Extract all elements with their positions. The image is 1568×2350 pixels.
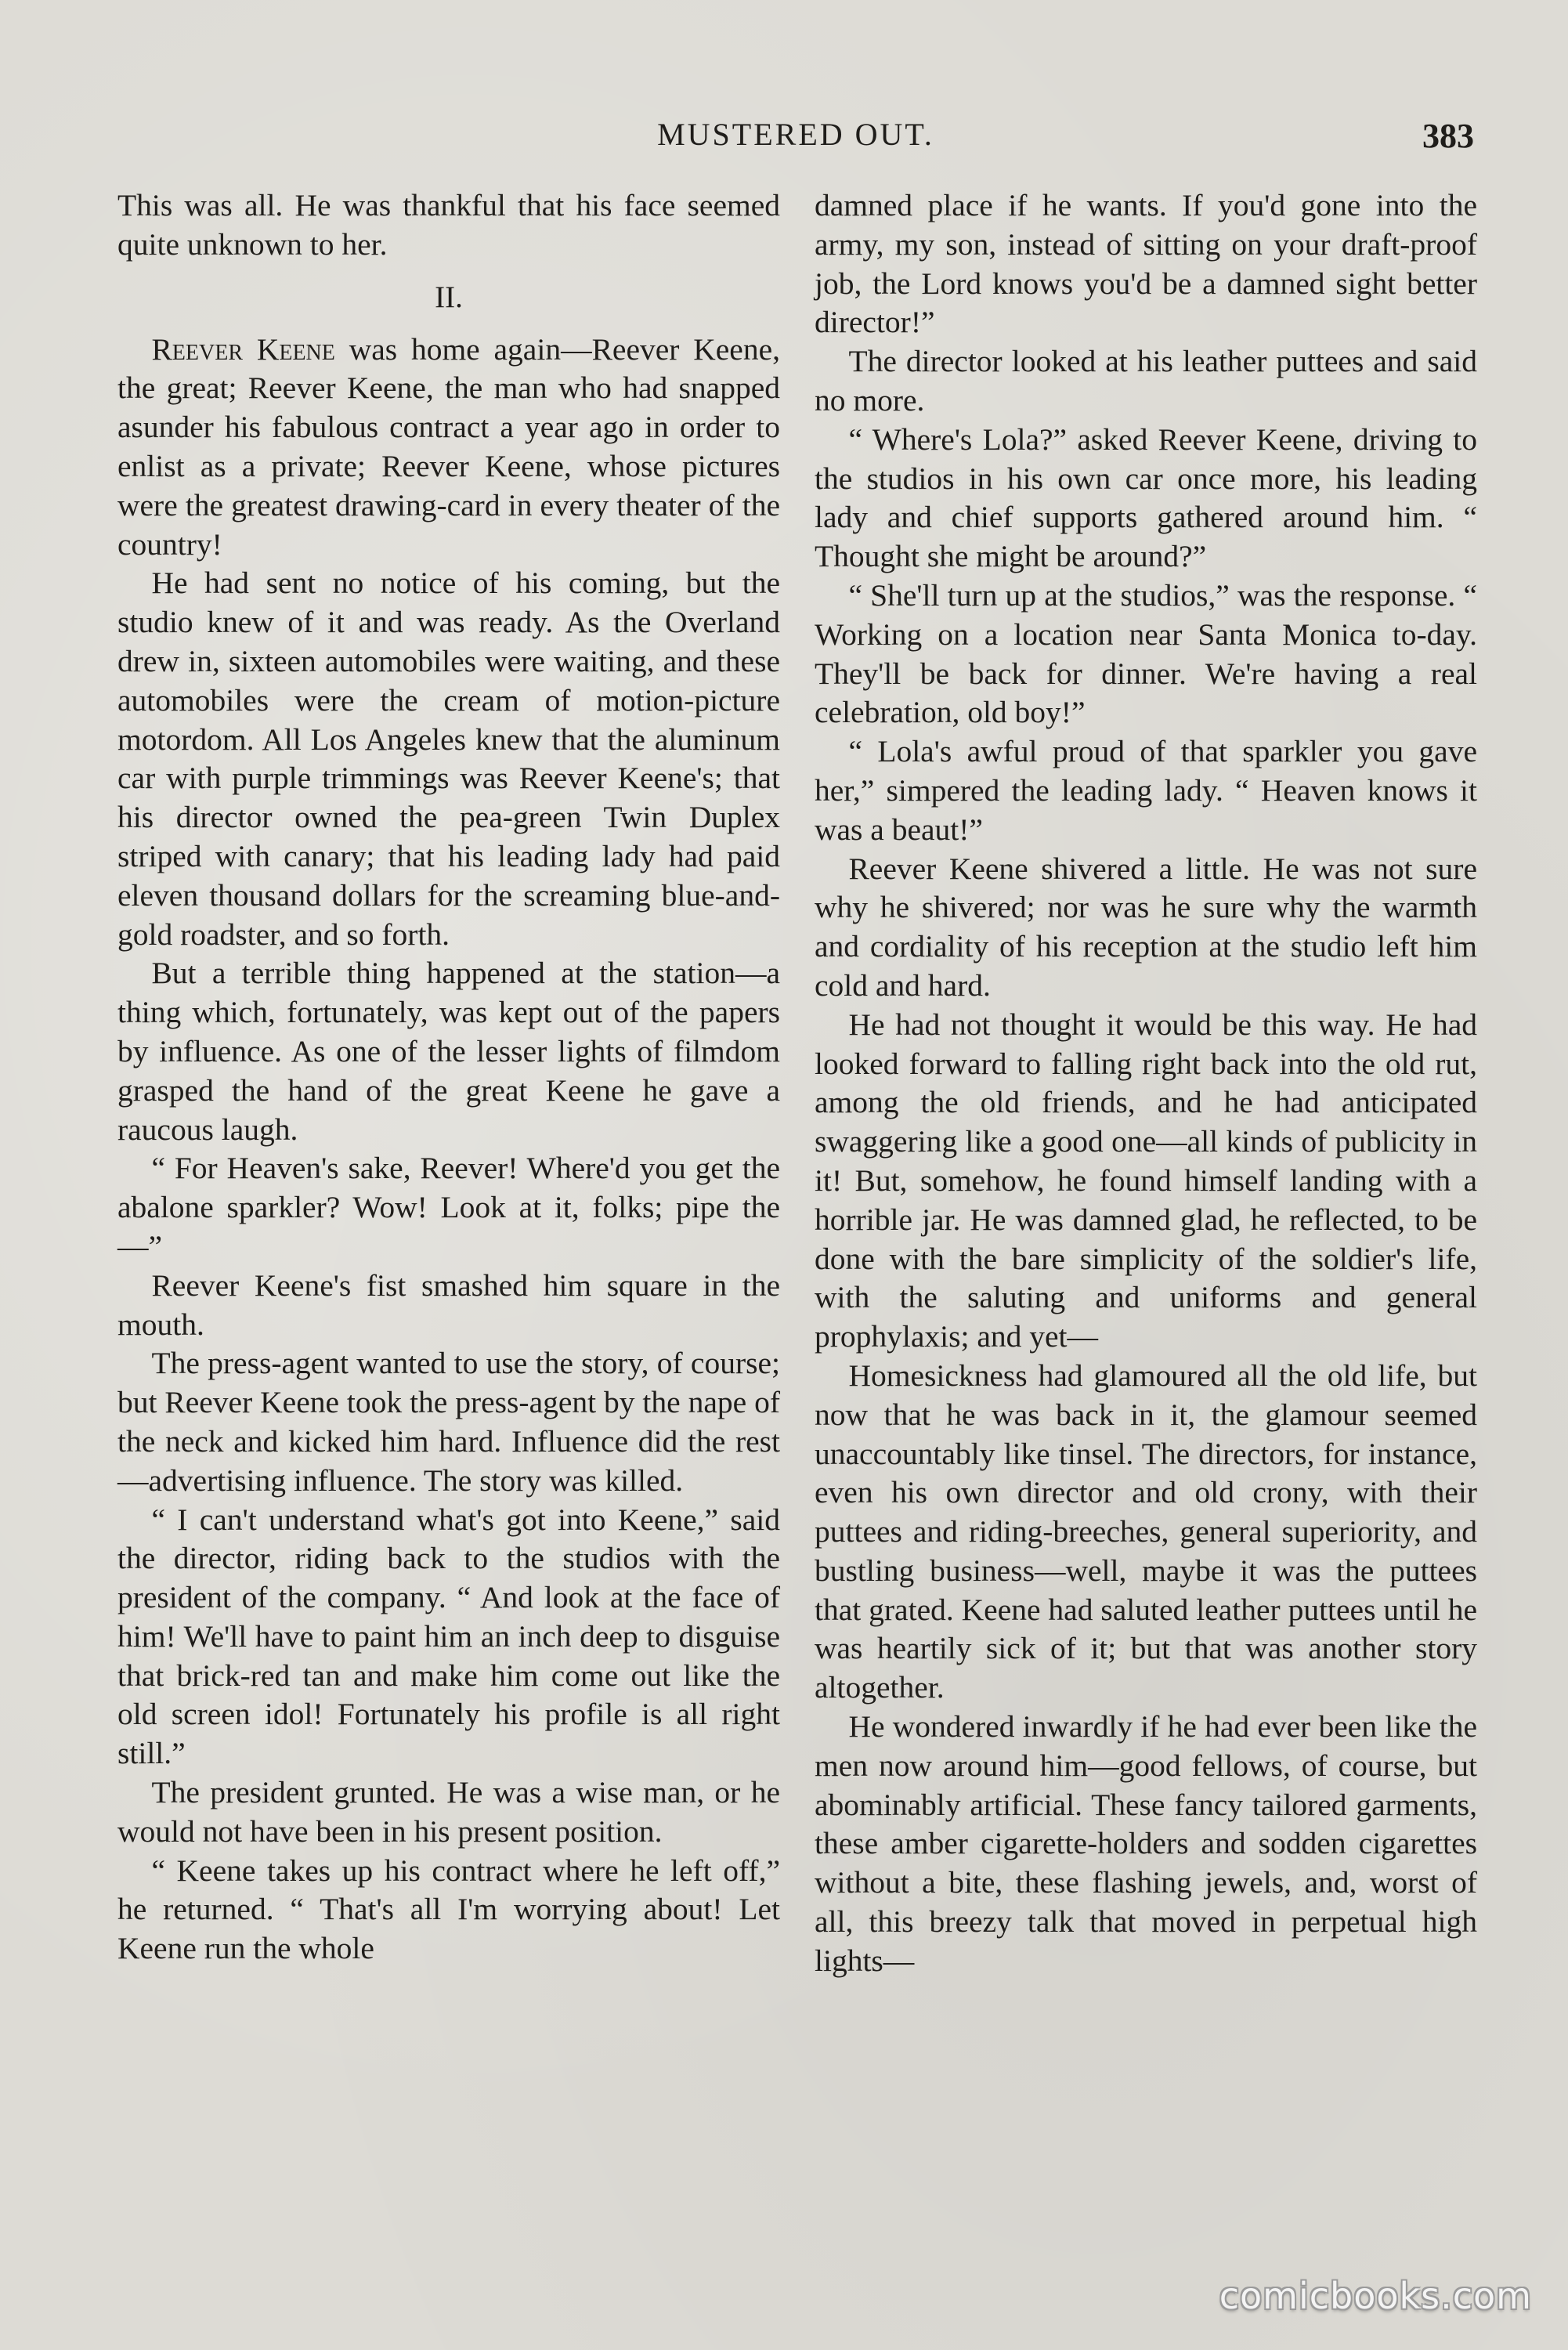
- paragraph: This was all. He was thankful that his face seemed quite unknown to her.: [117, 188, 780, 262]
- paragraph: The director looked at his leather puttees and said no more.: [815, 344, 1477, 418]
- section-number: II.: [435, 280, 463, 314]
- running-title: MUSTERED OUT.: [657, 117, 934, 152]
- paragraph: He wondered inwardly if he had ever been like the men now around him—good fellows, of course, but abominably artificial. These fancy tailored garments, these amber cigarette-holders and sodden cigarettes without a bite, these flashing jewels, and, worst of all, this breezy talk that moved in perpetual high lights—: [815, 1709, 1477, 1978]
- character-name-lead: Reever Keene: [151, 331, 335, 367]
- paragraph-text: was home again—Reever Keene, the great; Reever Keene, the man who had snapped asunder his fabulous contract a year ago in order to enlist as a private; Reever Keene, whose pictures were the greatest drawing-card in every theater of the country!: [117, 331, 780, 562]
- paragraph: [117, 331, 780, 565]
- paragraph: “ Lola's awful proud of that sparkler you gave her,” simpered the leading lady. “ Heaven knows it was a beaut!”: [815, 734, 1477, 847]
- paragraph: Reever Keene shivered a little. He was not sure why he shivered; nor was he sure why the warmth and cordiality of his reception at the studio left him cold and hard.: [815, 851, 1477, 1003]
- paragraph: The press-agent wanted to use the story, of course; but Reever Keene took the press-agent by the nape of the neck and kicked him hard. Influence did the rest—advertising influence. The story was killed.: [117, 1346, 780, 1498]
- paragraph: “ I can't understand what's got into Keene,” said the director, riding back to the studios with the president of the company. “ And look at the face of him! We'll have to paint him an inch deep to disguise that brick-red tan and make him come out like the old screen idol! Fortunately his profile is all right still.”: [117, 1502, 780, 1771]
- page-number: 383: [1422, 117, 1474, 155]
- paragraph: Reever Keene's fist smashed him square in the mouth.: [117, 1267, 780, 1342]
- paragraph: damned place if he wants. If you'd gone into the army, my son, instead of sitting on your draft-proof job, the Lord knows you'd be a damned sight better director!”: [815, 188, 1477, 340]
- paragraph: “ Keene takes up his contract where he left off,” he returned. “ That's all I'm worrying about! Let Keene run the whole: [117, 1853, 780, 1966]
- left-column: [117, 186, 780, 1969]
- paragraph: “ Where's Lola?” asked Reever Keene, driving to the studios in his own car once more, his leading lady and chief supports gathered around him. “ Thought she might be around?”: [815, 421, 1477, 574]
- running-head: [117, 116, 1474, 160]
- paragraph: “ She'll turn up at the studios,” was the response. “ Working on a location near Santa Monica to-day. They'll be back for dinner. We're having a real celebration, old boy!”: [815, 577, 1477, 730]
- paragraph: He had not thought it would be this way. He had looked forward to falling right back into the old rut, among the old friends, and he had anticipated swaggering like a good one—all kinds of publicity in it! But, somehow, he found himself landing with a horrible jar. He was damned glad, he reflected, to be done with the bare simplicity of the soldier's life, with the saluting and uniforms and general prophylaxis; and yet—: [815, 1007, 1477, 1354]
- paragraph: But a terrible thing happened at the station—a thing which, fortunately, was kept out of the papers by influence. As one of the lesser lights of filmdom grasped the hand of the great Keene he gave a raucous laugh.: [117, 956, 780, 1147]
- paragraph: He had sent no notice of his coming, but the studio knew of it and was ready. As the Overland drew in, sixteen automobiles were waiting, and these automobiles were the cream of motion-picture motordom. All Los Angeles knew that the aluminum car with purple trimmings was Reever Keene's; that his director owned the pea-green Twin Duplex striped with canary; that his leading lady had paid eleven thousand dollars for the screaming blue-and-gold roadster, and so forth.: [117, 566, 780, 952]
- paragraph: Homesickness had glamoured all the old life, but now that he was back in it, the glamour seemed unaccountably like tinsel. The directors, for instance, even his own director and old crony, with their puttees and riding-breeches, general superiority, and bustling business—well, maybe it was the puttees that grated. Keene had saluted leather puttees until he was heartily sick of it; but that was another story altogether.: [815, 1358, 1477, 1705]
- paragraph: “ For Heaven's sake, Reever! Where'd you get the abalone sparkler? Wow! Look at it, folks; pipe the—”: [117, 1151, 780, 1264]
- watermark-logo: comicbooks.com: [1219, 2275, 1532, 2317]
- right-column: [815, 186, 1477, 1981]
- paragraph: The president grunted. He was a wise man, or he would not have been in his present position.: [117, 1775, 780, 1849]
